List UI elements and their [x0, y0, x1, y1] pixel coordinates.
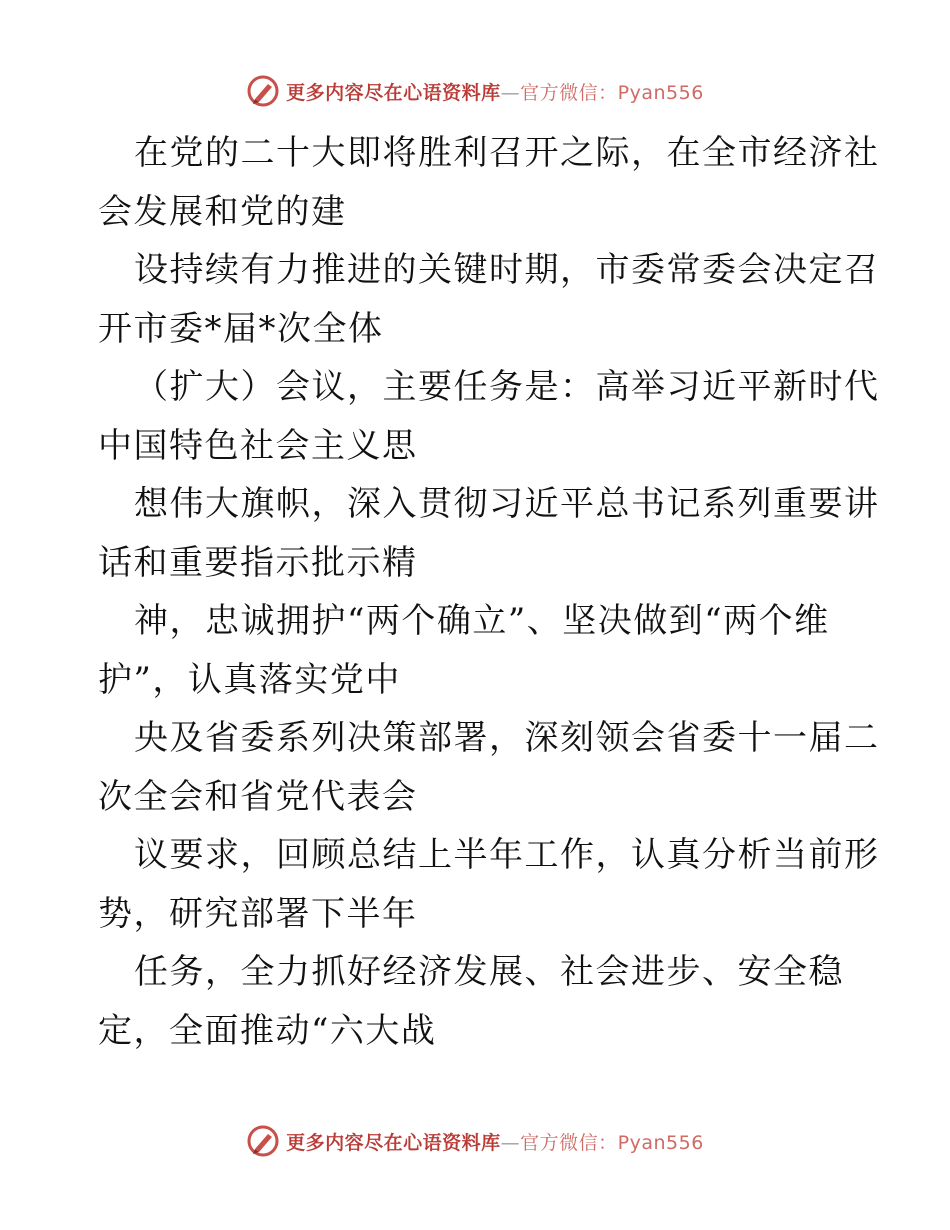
body-line: 护”，认真落实党中 — [98, 659, 401, 700]
watermark-main: 更多内容尽在心语资料库 — [286, 1131, 501, 1154]
body-line: 势，研究部署下半年 — [98, 893, 418, 934]
body-line: 设持续有力推进的关键时期，市委常委会决定召 — [134, 250, 880, 290]
watermark-text — [286, 1128, 704, 1155]
body-line: 话和重要指示批示精 — [98, 542, 418, 583]
header-watermark — [0, 71, 950, 111]
body-line: 议要求，回顾总结上半年工作，认真分析当前形 — [134, 835, 880, 875]
body-line: 在党的二十大即将胜利召开之际，在全市经济社 — [134, 133, 880, 173]
body-line: 会发展和党的建 — [98, 191, 347, 232]
body-line: 中国特色社会主义思 — [98, 425, 418, 466]
red-pen-logo-icon — [246, 74, 280, 108]
watermark-separator: — — [500, 81, 521, 104]
footer-watermark — [0, 1121, 950, 1161]
body-line: 任务，全力抓好经济发展、社会进步、安全稳 — [134, 952, 844, 992]
document-body — [98, 124, 880, 1060]
body-line: 次全会和省党代表会 — [98, 776, 418, 817]
body-line: （扩大）会议，主要任务是：高举习近平新时代 — [134, 367, 880, 407]
body-line: 定，全面推动“六大战 — [98, 1010, 437, 1051]
watermark-main: 更多内容尽在心语资料库 — [286, 81, 501, 104]
body-line: 神，忠诚拥护“两个确立”、坚决做到“两个维 — [134, 601, 830, 641]
body-line: 央及省委系列决策部署，深刻领会省委十一届二 — [134, 718, 880, 758]
watermark-separator: — — [500, 1131, 521, 1154]
watermark-wechat: 官方微信：Pyan556 — [520, 81, 704, 104]
red-pen-logo-icon — [246, 1124, 280, 1158]
body-line: 开市委*届*次全体 — [98, 308, 384, 349]
body-line: 想伟大旗帜，深入贯彻习近平总书记系列重要讲 — [134, 484, 880, 524]
watermark-wechat: 官方微信：Pyan556 — [520, 1131, 704, 1154]
watermark-text — [286, 78, 704, 105]
